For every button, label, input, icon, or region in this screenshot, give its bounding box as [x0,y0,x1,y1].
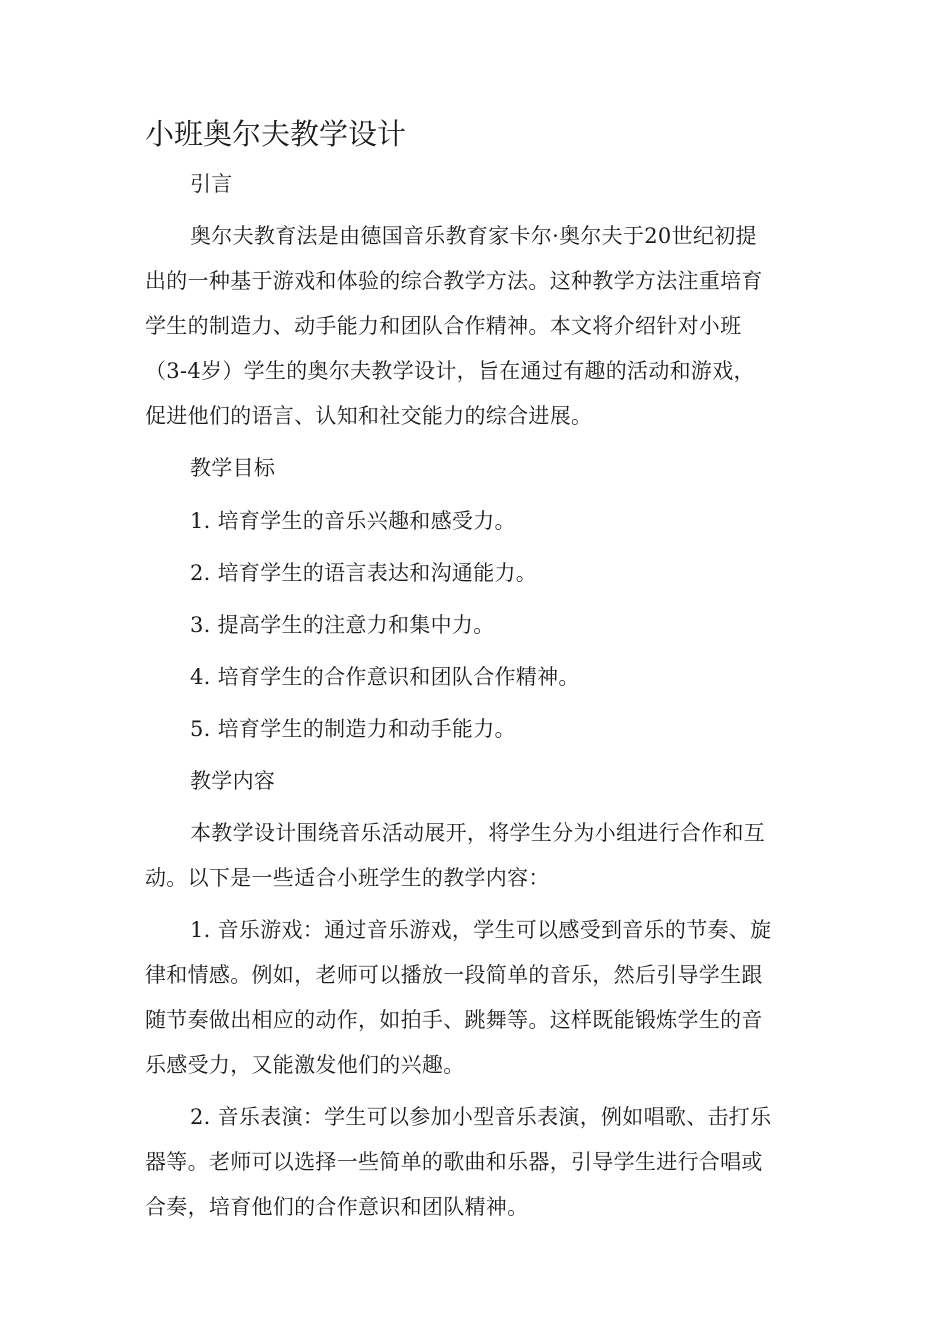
intro-line: 出的一种基于游戏和体验的综合教学方法。这种教学方法注重培育 [145,269,763,293]
goal-item: 2. 培育学生的语言表达和沟通能力。 [190,561,538,585]
content-item-line: 2. 音乐表演：学生可以参加小型音乐表演，例如唱歌、击打乐 [190,1105,772,1129]
content-heading: 教学内容 [190,769,276,793]
content-item-line: 乐感受力，又能激发他们的兴趣。 [145,1053,465,1077]
content-intro-line: 动。以下是一些适合小班学生的教学内容： [145,866,550,890]
content-item-line: 律和情感。例如，老师可以播放一段简单的音乐，然后引导学生跟 [145,963,763,987]
intro-line: 学生的制造力、动手能力和团队合作精神。本文将介绍针对小班 [145,314,742,338]
goal-item: 3. 提高学生的注意力和集中力。 [190,613,495,637]
goal-item: 5. 培育学生的制造力和动手能力。 [190,717,516,741]
content-item-line: 器等。老师可以选择一些简单的歌曲和乐器，引导学生进行合唱或 [145,1150,763,1174]
intro-line: （3-4岁）学生的奥尔夫教学设计，旨在通过有趣的活动和游戏， [145,359,755,383]
intro-heading: 引言 [190,172,233,196]
intro-line: 奥尔夫教育法是由德国音乐教育家卡尔·奥尔夫于20世纪初提 [190,224,757,248]
content-intro-line: 本教学设计围绕音乐活动展开，将学生分为小组进行合作和互 [190,821,766,845]
goals-heading: 教学目标 [190,456,276,480]
content-item-line: 1. 音乐游戏：通过音乐游戏，学生可以感受到音乐的节奏、旋 [190,918,772,942]
goal-item: 4. 培育学生的合作意识和团队合作精神。 [190,665,580,689]
intro-line: 促进他们的语言、认知和社交能力的综合进展。 [145,404,593,428]
goal-item: 1. 培育学生的音乐兴趣和感受力。 [190,509,516,533]
content-item-line: 合奏，培育他们的合作意识和团队精神。 [145,1195,529,1219]
content-item-line: 随节奏做出相应的动作，如拍手、跳舞等。这样既能锻炼学生的音 [145,1008,763,1032]
document-title: 小班奥尔夫教学设计 [145,117,407,151]
